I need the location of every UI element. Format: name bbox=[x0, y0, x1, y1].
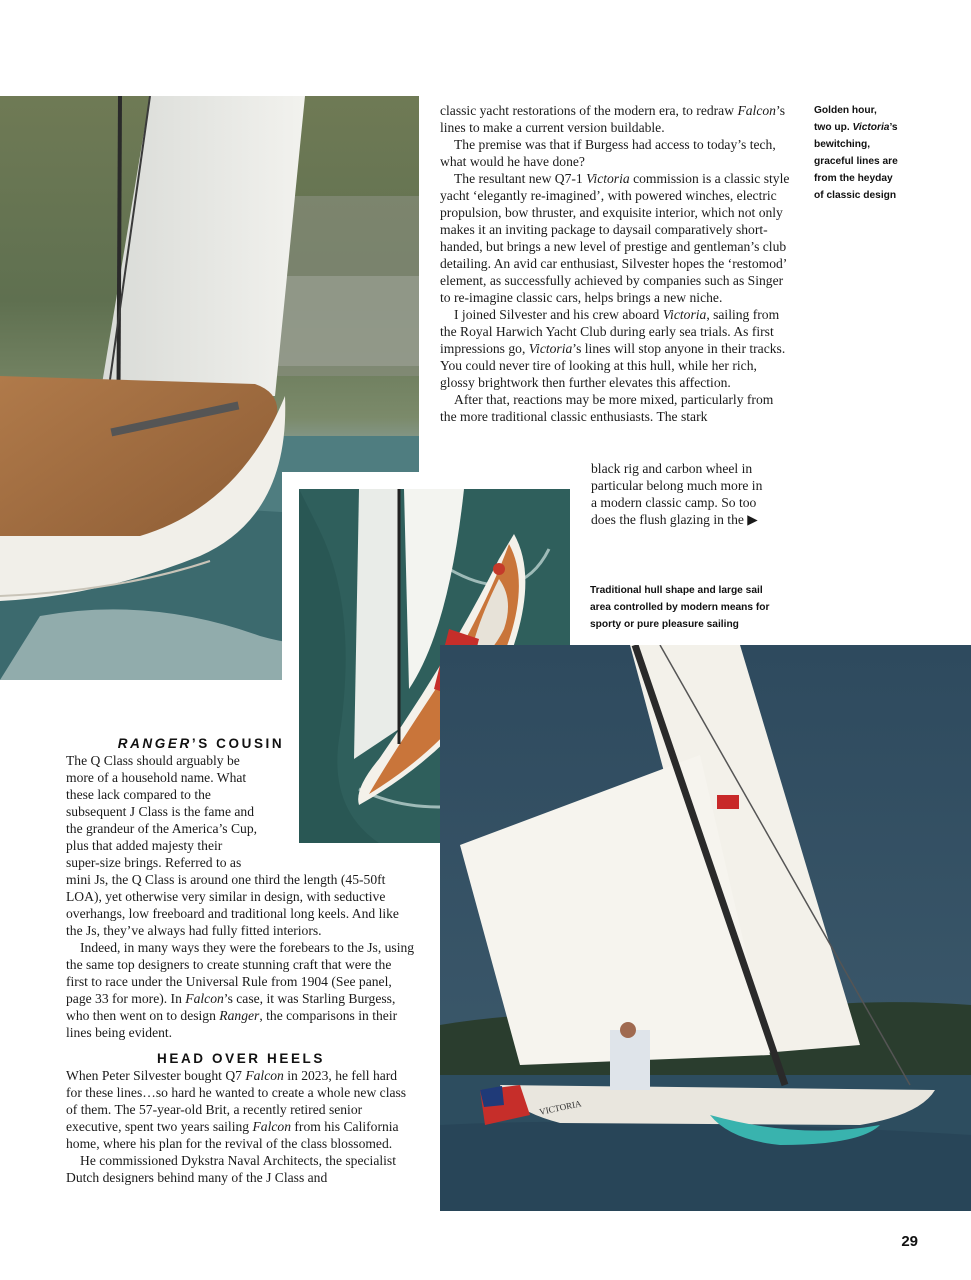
caption-line: graceful lines are bbox=[814, 156, 898, 167]
text-line: particular belong much more in bbox=[591, 478, 763, 493]
caption-top-right bbox=[814, 102, 944, 204]
section-heading-rangers-cousin: RANGER’S COUSIN bbox=[117, 736, 285, 751]
right-text-column bbox=[440, 102, 790, 425]
paragraph: I joined Silvester and his crew aboard Victoria, sailing from the Royal Harwich Yacht Club during early sea trials. As first impressions go, Victoria’s lines will stop anyone in their tracks. You could never tire of looking at this hull, while her rich, glossy brightwork then further elevates this affection. bbox=[440, 307, 786, 390]
bow-name-text: VICTORIA bbox=[538, 1098, 583, 1117]
text-line: plus that added majesty their bbox=[66, 838, 223, 853]
text-line: does the flush glazing in the ▶ bbox=[591, 512, 758, 527]
page-number: 29 bbox=[901, 1233, 918, 1250]
text-line: black rig and carbon wheel in bbox=[591, 461, 753, 476]
caption-middle bbox=[590, 582, 810, 633]
paragraph: classic yacht restorations of the modern era, to redraw Falcon’s lines to make a current version buildable. bbox=[440, 103, 786, 135]
paragraph: The premise was that if Burgess had access to today’s tech, what would he have done? bbox=[440, 137, 776, 169]
caption-line: bewitching, bbox=[814, 139, 871, 150]
section-heading-head-over-heels: HEAD OVER HEELS bbox=[156, 1051, 326, 1066]
caption-line: sporty or pure pleasure sailing bbox=[590, 619, 739, 630]
caption-line: of classic design bbox=[814, 190, 897, 201]
caption-line: area controlled by modern means for bbox=[590, 602, 770, 613]
text-line: The Q Class should arguably be bbox=[66, 753, 240, 768]
caption-line: Golden hour, bbox=[814, 105, 877, 116]
paragraph: Indeed, in many ways they were the forebears to the Js, using the same top designers to create stunning craft that were the first to race under the Universal Rule from 1904 (See panel, page 33 for more). In Falcon’s case, it was Starling Burgess, who then went on to design Ranger, the comparisons in their lines being evident. bbox=[66, 940, 415, 1040]
text-line: the grandeur of the America’s Cup, bbox=[66, 821, 258, 836]
text-line: super-size brings. Referred to as bbox=[66, 855, 242, 870]
caption-line: Traditional hull shape and large sail bbox=[590, 585, 763, 596]
text-line: more of a household name. What bbox=[66, 770, 247, 785]
paragraph: After that, reactions may be more mixed, particularly from the more traditional classic enthusiasts. The stark bbox=[440, 392, 774, 424]
right-text-continuation bbox=[591, 460, 791, 528]
yacht-broadside-photo bbox=[440, 645, 971, 1211]
paragraph: The resultant new Q7-1 Victoria commission is a classic style yacht ‘elegantly re-imagined’, with powered winches, electric propulsion, bow thruster, and exquisite interior, which not only makes it an inviting package to daysail comparatively short-handed, but brings a new level of prestige and gentleman’s club detailing. An avid car enthusiast, Silvester hopes the ‘restomod’ element, as successfully achieved by companies such as Singer to re-imagine classic cars, helps brings a new niche. bbox=[440, 171, 790, 305]
paragraph: When Peter Silvester bought Q7 Falcon in 2023, he fell hard for these lines…so hard he wanted to create a whole new class of them. The 57-year-old Brit, a recently retired senior executive, spent two years sailing Falcon from his California home, where his plan for the revival of the class blossomed. bbox=[66, 1068, 407, 1151]
paragraph: mini Js, the Q Class is around one third the length (45-50ft LOA), yet otherwise very similar in design, with seductive overhangs, low freeboard and traditional long keels. And like the Js, they’ve always had fully fitted interiors. bbox=[66, 872, 399, 938]
paragraph: He commissioned Dykstra Naval Architects, the specialist Dutch designers behind many of the J Class and bbox=[66, 1153, 396, 1185]
text-line: these lack compared to the bbox=[66, 787, 211, 802]
caption-line: two up. Victoria’s bbox=[814, 122, 898, 133]
caption-line: from the heyday bbox=[814, 173, 893, 184]
left-text-column bbox=[66, 735, 416, 1186]
text-line: a modern classic camp. So too bbox=[591, 495, 757, 510]
text-line: subsequent J Class is the fame and bbox=[66, 804, 255, 819]
